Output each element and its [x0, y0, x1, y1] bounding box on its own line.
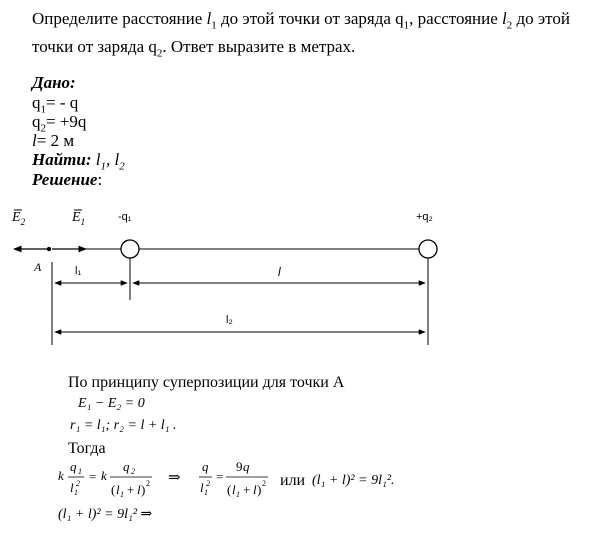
- svg-text:q: q: [202, 459, 209, 474]
- svg-text:q: q: [243, 459, 250, 474]
- svg-text:2: 2: [206, 479, 210, 488]
- given-q1: $q_1= - q$: [32, 93, 79, 116]
- equation-1: E₁ − E₂ = 0: [78, 396, 145, 411]
- svg-text:k: k: [58, 468, 64, 483]
- e1-label: $E_1$: [72, 210, 86, 227]
- svg-text:=: =: [89, 469, 97, 484]
- l2-label: l₂: [226, 314, 233, 326]
- find-line: Найти: $l_1$, $l_2$: [32, 150, 125, 173]
- svg-text:(: (: [111, 482, 116, 497]
- svg-text:1: 1: [120, 490, 124, 499]
- then-text: Тогда: [68, 440, 106, 457]
- svg-text:1: 1: [236, 490, 240, 499]
- svg-text:1: 1: [74, 488, 78, 497]
- e2-label: $E_2$: [12, 210, 26, 227]
- point-a-label: A: [34, 260, 42, 274]
- or-text: или: [280, 472, 306, 489]
- svg-text:2: 2: [131, 467, 135, 476]
- svg-text:2: 2: [262, 479, 266, 488]
- svg-text:+: +: [243, 482, 251, 497]
- svg-text:1: 1: [204, 488, 208, 497]
- svg-text:2: 2: [76, 479, 80, 488]
- svg-text:+: +: [127, 482, 135, 497]
- svg-text:l: l: [253, 482, 257, 497]
- svg-text:l: l: [232, 482, 236, 497]
- svg-text:): ): [257, 482, 262, 497]
- equation-2: r₁ = l₁; r₂ = l + l₁ .: [70, 418, 177, 433]
- given-q2: $q_2= +9q$: [32, 112, 87, 135]
- solution-label: Решение:: [32, 170, 103, 189]
- svg-text:9: 9: [236, 459, 243, 474]
- l-label: l: [278, 265, 281, 279]
- svg-text:l: l: [137, 482, 141, 497]
- q1-label: -q₁: [118, 211, 132, 223]
- svg-text:k: k: [101, 468, 107, 483]
- svg-text:l: l: [70, 480, 74, 495]
- svg-text:q: q: [123, 459, 130, 474]
- equation-final: (l₁ + l)² = 9l₁².: [312, 473, 395, 488]
- svg-text:(: (: [227, 482, 232, 497]
- principle-text: По принципу суперпозиции для точки А: [68, 374, 345, 391]
- svg-text:=: =: [216, 469, 224, 484]
- q2-label: +q₂: [416, 211, 433, 223]
- svg-text:): ): [141, 482, 146, 497]
- given-l: l= 2 м: [32, 131, 75, 150]
- given-title: Дано:: [32, 73, 76, 92]
- svg-text:2: 2: [146, 479, 150, 488]
- svg-text:l: l: [116, 482, 120, 497]
- svg-text:1: 1: [78, 467, 82, 476]
- svg-text:⇒: ⇒: [168, 470, 181, 486]
- svg-text:l: l: [200, 480, 204, 495]
- l1-label: l₁: [75, 265, 82, 277]
- task-statement: Определите расстояние $l_1$ до этой точки от заряда $q_1$, расстояние $l_2$ до этой точки от заряда $q_2$. Ответ выразите в метрах.: [32, 9, 570, 60]
- svg-text:q: q: [70, 459, 77, 474]
- equation-last: (l₁ + l)² = 9l₁² ⇒: [58, 507, 153, 522]
